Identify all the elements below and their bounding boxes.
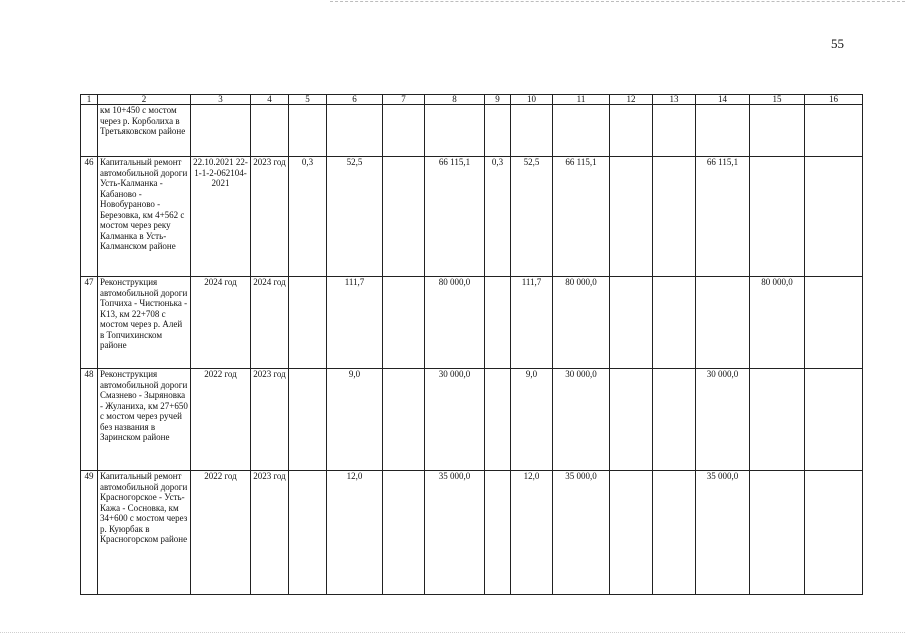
- value-cell: 66 115,1: [696, 157, 750, 277]
- column-number: 16: [805, 95, 863, 105]
- value-cell: [327, 105, 383, 157]
- column-number: 3: [191, 95, 251, 105]
- value-cell: [610, 277, 653, 369]
- value-cell: 30 000,0: [696, 369, 750, 471]
- value-cell: [485, 105, 511, 157]
- value-cell: [805, 157, 863, 277]
- value-cell: [696, 277, 750, 369]
- table-row: [81, 471, 863, 595]
- doc-cell: 2022 год: [191, 369, 251, 471]
- value-cell: [289, 471, 327, 595]
- value-cell: [383, 105, 425, 157]
- value-cell: 0,3: [485, 157, 511, 277]
- column-number: 10: [511, 95, 553, 105]
- value-cell: [610, 471, 653, 595]
- value-cell: 52,5: [327, 157, 383, 277]
- column-number: 4: [251, 95, 289, 105]
- value-cell: 35 000,0: [425, 471, 485, 595]
- value-cell: [696, 105, 750, 157]
- investment-table: [80, 94, 863, 595]
- value-cell: [653, 471, 696, 595]
- value-cell: 35 000,0: [696, 471, 750, 595]
- value-cell: 80 000,0: [750, 277, 805, 369]
- column-number: 6: [327, 95, 383, 105]
- value-cell: [805, 369, 863, 471]
- year-cell: 2023 год: [251, 369, 289, 471]
- object-description: Капитальный ремонт автомобильной дороги Красногорское - Усть-Кажа - Сосновка, км 34+600 с мостом через р. Куюрбак в Красногорском районе: [98, 471, 191, 595]
- value-cell: [610, 369, 653, 471]
- value-cell: [805, 471, 863, 595]
- value-cell: 0,3: [289, 157, 327, 277]
- year-cell: 2023 год: [251, 157, 289, 277]
- value-cell: [750, 369, 805, 471]
- table-row: [81, 277, 863, 369]
- year-cell: [251, 105, 289, 157]
- table-row-continuation: [81, 105, 863, 157]
- value-cell: [653, 369, 696, 471]
- value-cell: [383, 157, 425, 277]
- column-number: 11: [553, 95, 610, 105]
- value-cell: [653, 105, 696, 157]
- value-cell: 30 000,0: [425, 369, 485, 471]
- column-number: 9: [485, 95, 511, 105]
- column-number: 13: [653, 95, 696, 105]
- column-number: 7: [383, 95, 425, 105]
- column-number: 15: [750, 95, 805, 105]
- year-cell: 2024 год: [251, 277, 289, 369]
- scan-bottom-edge: [0, 632, 905, 633]
- column-number: 2: [98, 95, 191, 105]
- column-number-row: [81, 95, 863, 105]
- value-cell: [750, 471, 805, 595]
- value-cell: 66 115,1: [553, 157, 610, 277]
- value-cell: 52,5: [511, 157, 553, 277]
- value-cell: 80 000,0: [553, 277, 610, 369]
- scan-top-edge: [330, 1, 905, 2]
- value-cell: [383, 369, 425, 471]
- value-cell: [425, 105, 485, 157]
- object-description: Реконструкция автомобильной дороги Смазнево - Зыряновка - Жуланиха, км 27+650 с мостом через ручей без названия в Заринском районе: [98, 369, 191, 471]
- column-number: 5: [289, 95, 327, 105]
- object-description: км 10+450 с мостом через р. Корболиха в Третьяковском районе: [98, 105, 191, 157]
- value-cell: [610, 105, 653, 157]
- table-row: [81, 369, 863, 471]
- object-description: Реконструкция автомобильной дороги Топчиха - Чистюнька - К13, км 22+708 с мостом через р. Алей в Топчихинском районе: [98, 277, 191, 369]
- value-cell: 12,0: [511, 471, 553, 595]
- value-cell: 9,0: [511, 369, 553, 471]
- value-cell: [610, 157, 653, 277]
- value-cell: [289, 277, 327, 369]
- table-row: [81, 157, 863, 277]
- row-number: [81, 105, 98, 157]
- row-number: 49: [81, 471, 98, 595]
- object-description: Капитальный ремонт автомобильной дороги Усть-Калманка - Кабаново - Новобураново - Березовка, км 4+562 с мостом через реку Калманка в Усть-Калманском районе: [98, 157, 191, 277]
- value-cell: 12,0: [327, 471, 383, 595]
- value-cell: 9,0: [327, 369, 383, 471]
- column-number: 8: [425, 95, 485, 105]
- value-cell: 30 000,0: [553, 369, 610, 471]
- value-cell: [485, 471, 511, 595]
- value-cell: [485, 277, 511, 369]
- doc-cell: 2022 год: [191, 471, 251, 595]
- value-cell: [553, 105, 610, 157]
- value-cell: [653, 277, 696, 369]
- column-number: 1: [81, 95, 98, 105]
- value-cell: [805, 105, 863, 157]
- value-cell: 66 115,1: [425, 157, 485, 277]
- value-cell: 35 000,0: [553, 471, 610, 595]
- doc-cell: 22.10.2021 22-1-1-2-062104-2021: [191, 157, 251, 277]
- value-cell: 80 000,0: [425, 277, 485, 369]
- doc-cell: [191, 105, 251, 157]
- value-cell: [485, 369, 511, 471]
- column-number: 14: [696, 95, 750, 105]
- value-cell: 111,7: [511, 277, 553, 369]
- value-cell: [289, 369, 327, 471]
- value-cell: [805, 277, 863, 369]
- doc-cell: 2024 год: [191, 277, 251, 369]
- column-number: 12: [610, 95, 653, 105]
- value-cell: [511, 105, 553, 157]
- value-cell: 111,7: [327, 277, 383, 369]
- year-cell: 2023 год: [251, 471, 289, 595]
- value-cell: [383, 471, 425, 595]
- value-cell: [750, 157, 805, 277]
- row-number: 47: [81, 277, 98, 369]
- value-cell: [653, 157, 696, 277]
- page-number: 55: [831, 36, 844, 51]
- row-number: 46: [81, 157, 98, 277]
- value-cell: [289, 105, 327, 157]
- value-cell: [383, 277, 425, 369]
- row-number: 48: [81, 369, 98, 471]
- value-cell: [750, 105, 805, 157]
